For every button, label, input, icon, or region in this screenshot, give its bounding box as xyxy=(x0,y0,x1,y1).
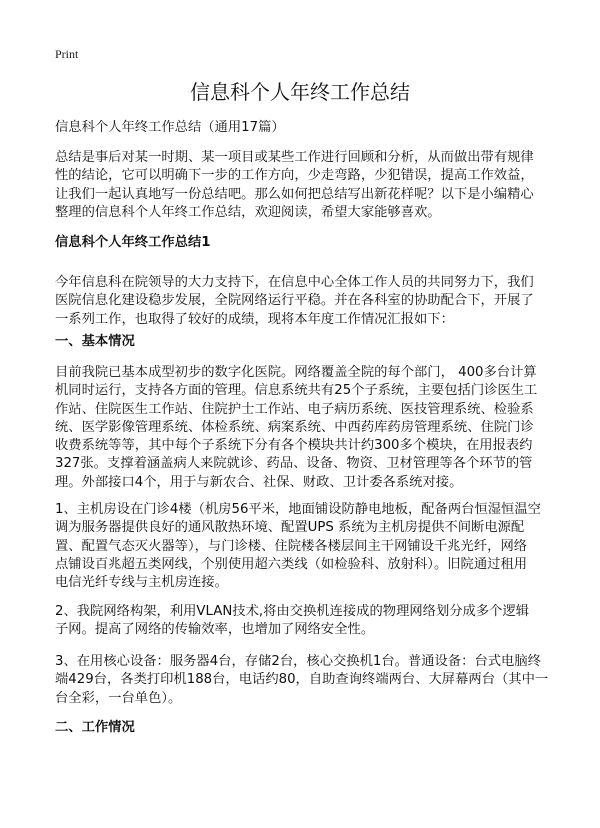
basic-paragraph xyxy=(55,364,555,492)
text-line: 调为服务器提供良好的通风散热环境、配置UPS 系统为主机房提供不间断电源配 xyxy=(55,520,525,536)
item-3-paragraph xyxy=(55,653,555,708)
text-line: 统、医学影像管理系统、体检系统、病案系统、中西药库药房管理系统、住院门诊 xyxy=(55,419,534,435)
item-1-paragraph xyxy=(55,501,555,592)
heading-basic-situation: 一、基本情况 xyxy=(55,334,135,349)
text-line: 作站、住院医生工作站、住院护士工作站、电子病历系统、医技管理系统、检验系 xyxy=(55,401,534,417)
text-line: 端429台，各类打印机188台，电话约80，自助查询终端两台、大屏幕两台（其中一 xyxy=(55,672,549,688)
text-line: 医院信息化建设稳步发展，全院网络运行平稳。并在各科室的协助配合下，开展了 xyxy=(55,293,534,309)
text-line: 台全彩，一台单色）。 xyxy=(55,690,182,706)
print-link[interactable]: Print xyxy=(55,47,79,61)
text-line: 点铺设百兆超五类网线，个别使用超六类线（如检验科、放射科）。旧院通过租用 xyxy=(55,556,528,572)
text-line: 目前我院已基本成型初步的数字化医院。网络覆盖全院的每个部门， 400多台计算 xyxy=(55,365,537,380)
heading-work-situation: 二、工作情况 xyxy=(55,720,135,735)
section-intro-paragraph xyxy=(55,274,555,329)
text-line: 整理的信息科个人年终工作总结，欢迎阅读，希望大家能够喜欢。 xyxy=(55,204,441,220)
text-line: 置、配置气态灭火器等），与门诊楼、住院楼各楼层间主干网铺设千兆光纤，网络 xyxy=(55,538,528,554)
page-title: 信息科个人年终工作总结 xyxy=(190,80,410,104)
text-line: 理。外部接口4个，用于与新农合、社保、财政、卫计委各系统对接。 xyxy=(55,474,463,490)
text-line: 子网。提高了网络的传输效率，也增加了网络安全性。 xyxy=(55,622,375,638)
section-heading: 信息科个人年终工作总结1 xyxy=(55,235,211,250)
text-line: 性的结论，它可以明确下一步的工作方向，少走弯路，少犯错误，提高工作效益， xyxy=(55,168,534,184)
text-line: 2、我院网络构架，利用VLAN技术,将由交换机连接成的物理网络划分成多个逻辑 xyxy=(55,604,530,619)
text-line: 327张。支撑着涵盖病人来院就诊、药品、设备、物资、卫材管理等各个环节的管 xyxy=(55,456,533,472)
text-line: 总结是事后对某一时期、某一项目或某些工作进行回顾和分析，从而做出带有规律 xyxy=(55,150,534,165)
text-line: 1、主机房设在门诊4楼（机房56平米，地面铺设防静电地板，配备两台恒湿恒温空 xyxy=(55,502,541,517)
text-line: 让我们一起认真地写一份总结吧。那么如何把总结写出新花样呢？以下是小编精心 xyxy=(55,186,534,202)
text-line: 机同时运行，支持各方面的管理。信息系统共有25个子系统，主要包括门诊医生工 xyxy=(55,383,538,399)
item-2-paragraph xyxy=(55,603,555,640)
text-line: 3、在用核心设备：服务器4台，存储2台，核心交换机1台。普通设备：台式电脑终 xyxy=(55,654,541,669)
intro-paragraph xyxy=(55,149,555,222)
text-line: 今年信息科在院领导的大力支持下，在信息中心全体工作人员的共同努力下，我们 xyxy=(55,275,534,290)
document-subtitle: 信息科个人年终工作总结（通用17篇） xyxy=(55,120,285,135)
text-line: 电信光纤专线与主机房连接。 xyxy=(55,575,228,591)
text-line: 收费系统等等，其中每个子系统下分有各个模块共计约300多个模块，在用报表约 xyxy=(55,438,533,454)
text-line: 一系列工作，也取得了较好的成绩，现将本年度工作情况汇报如下： xyxy=(55,311,454,327)
